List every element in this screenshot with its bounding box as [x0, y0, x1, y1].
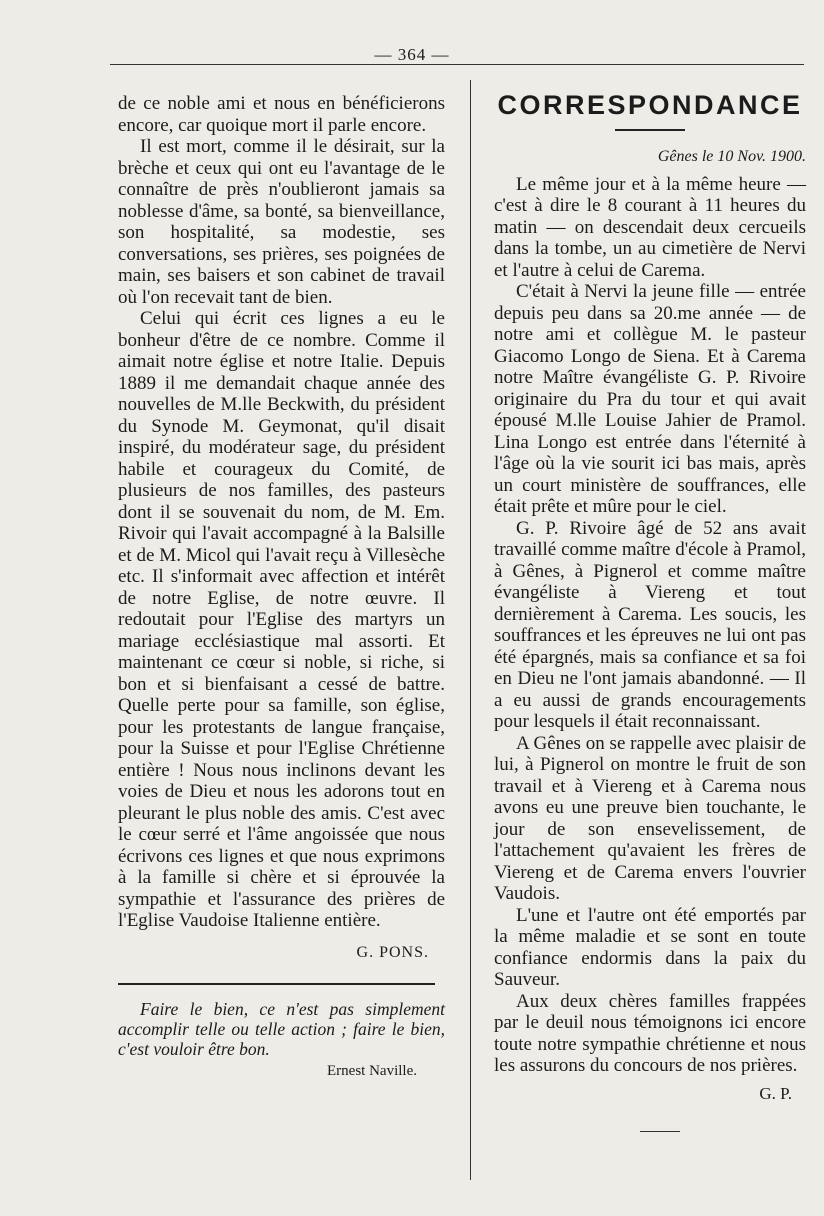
paragraph: Aux deux chères familles frappées par le deuil nous témoignons ici encore toute notre sympathie chrétienne et nous les assurons du concours de nos prières.	[494, 990, 806, 1076]
signature: G. P.	[759, 1083, 792, 1103]
section-heading: CORRESPONDANCE	[497, 90, 803, 120]
paragraph: A Gênes on se rappelle avec plaisir de lui, à Pignerol on montre le fruit de son travail et à Viereng et à Carema nous avons eu une preuve bien touchante, le jour de son ensevelissement, de l'attachement qu'avaient les frères de Viereng et de Carema envers l'ouvrier Vaudois.	[494, 732, 806, 904]
paragraph: Celui qui écrit ces lignes a eu le bonheur d'être de ce nombre. Comme il aimait notre église et notre Italie. Depuis 1889 il me demandait chaque année des nouvelles de M.lle Beckwith, du président du Synode M. Geymonat, qu'il disait inspiré, du modérateur sage, du président habile et courageux du Comité, de plusieurs de nos familles, des pasteurs dont il se souvenait du nom, de M. Em. Rivoir qui l'avait accompagné à la Balsille et de M. Micol qui l'avait reçu à Villesèche etc. Il s'informait avec affection et intérêt de notre Eglise, de notre œuvre. Il redoutait pour l'Eglise des martyrs un mariage ecclésiastique mal assorti. Et maintenant ce cœur si noble, si riche, si bon et si bienfaisant a cessé de battre. Quelle perte pour sa famille, son église, pour les protestants de langue française, pour la Suisse et pour l'Eglise Chrétienne entière ! Nous nous inclinons devant les voies de Dieu et nous les adorons tout en pleurant le plus noble des amis. C'est avec le cœur serré et l'âme angoissée que nous écrivons ces lignes et que nous exprimons à la famille si chère et si éprouvée la sympathie et l'assurance des prières de l'Eglise Vaudoise Italienne entière.	[118, 308, 445, 931]
paragraph: Il est mort, comme il le désirait, sur la brèche et ceux qui ont eu l'avantage de le connaître de près n'oublieront jamais sa noblesse d'âme, sa bonté, sa bienveillance, son hospitalité, sa modestie, ses conversations, ses prières, ses poignées de main, ses baisers et son cabinet de travail où l'on recevait tant de bien.	[118, 136, 445, 308]
paragraph: G. P. Rivoire âgé de 52 ans avait travaillé comme maître d'école à Pramol, à Gênes, à Pignerol et comme maître évangéliste à Viereng et tout dernièrement à Carema. Les soucis, les souffrances et les épreuves ne lui ont pas été épargnés, mais sa confiance et sa foi en Dieu ne l'ont jamais abandonné. — Il a eu aussi de grands encouragements pour lesquels il était reconnaissant.	[494, 517, 806, 732]
section-rule	[118, 983, 435, 985]
ornament-rule	[494, 119, 806, 141]
right-column	[494, 90, 806, 1138]
left-column	[118, 93, 445, 1083]
column-divider	[470, 80, 471, 1180]
page-number: — 364 —	[374, 45, 450, 64]
paragraph: L'une et l'autre ont été emportés par la même maladie et se sont en toute confiance endormis dans la paix du Sauveur.	[494, 904, 806, 990]
paragraph: Le même jour et à la même heure — c'est à dire le 8 courant à 11 heures du matin — on descendait deux cercueils dans la tombe, un au cimetière de Nervi et l'autre à celui de Carema.	[494, 173, 806, 281]
end-rule	[494, 1116, 806, 1138]
quote: Faire le bien, ce n'est pas simplement accomplir telle ou telle action ; faire le bien, c'est vouloir être bon.	[118, 999, 445, 1059]
header-rule	[110, 64, 804, 65]
signature: G. PONS.	[356, 943, 429, 961]
dateline: Gênes le 10 Nov. 1900.	[657, 148, 806, 165]
paragraph: de ce noble ami et nous en bénéficierons encore, car quoique mort il parle encore.	[118, 93, 445, 136]
paragraph: C'était à Nervi la jeune fille — entrée depuis peu dans sa 20.me année — de notre ami et collègue M. le pasteur Giacomo Longo de Siena. Et à Carema notre Maître évangéliste G. P. Rivoire originaire du Pra du tour et qui avait épousé M.lle Louise Jahier de Pramol. Lina Longo est entrée dans l'éternité à l'âge où la vie sourit ici bas mais, après un court ministère de souffrances, elle était prête et mûre pour le ciel.	[494, 281, 806, 517]
quote-author: Ernest Naville.	[327, 1063, 417, 1079]
